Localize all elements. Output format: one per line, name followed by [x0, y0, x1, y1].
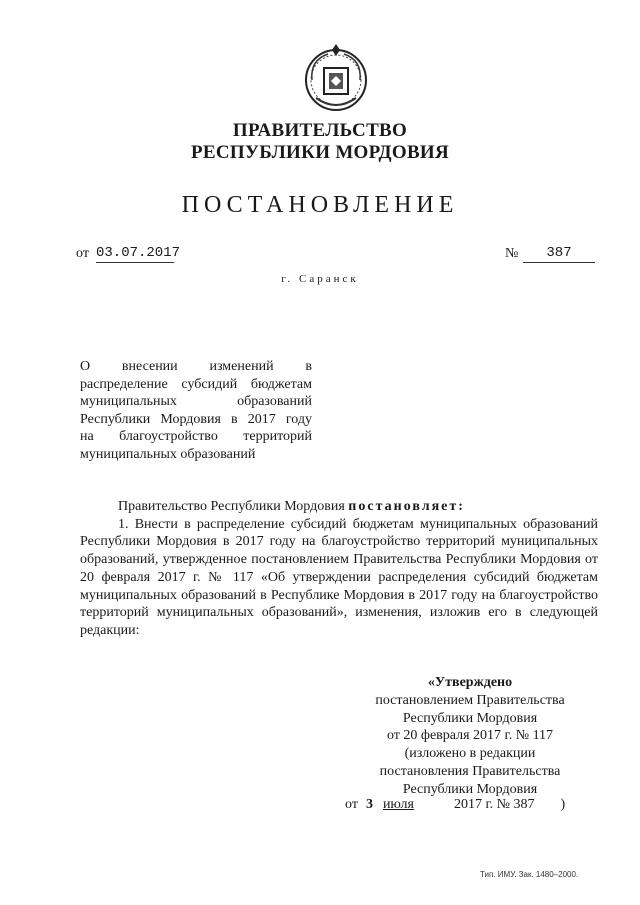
approval-date-prefix: от [345, 797, 358, 812]
subject-line: О внесении изменений в [80, 359, 312, 374]
approval-year-number: 2017 г. № 387 [453, 797, 535, 812]
paragraph-1: 1. Внести в распределение субсидий бюджетам муниципальных образований Республики Мордовия в 2017 году на благоустройство территорий муниципальных образований, утвержденное постановлением Правительства Республики Мордовия от 20 февраля 2017 г. № 117 «Об утверждении распределения субсидий бюджетам муниципальных образований в Республике Мордовия в 2017 году на благоустройство территорий муниципальных образований», изменения, изложив его в следующей редакции: [80, 516, 598, 638]
approval-line: «Утверждено [427, 675, 513, 690]
decree-heading: ПОСТАНОВЛЕНИЕ [181, 192, 459, 218]
approval-line: постановления Правительства [379, 763, 561, 779]
approval-line: постановлением Правительства [375, 692, 565, 708]
approval-block [330, 674, 610, 799]
approval-line: (изложено в редакции [404, 746, 536, 762]
subject-line: распределение субсидий бюджетам [80, 376, 312, 392]
decree-date: 03.07.2017 [96, 245, 181, 261]
subject-line: муниципальных образований [80, 446, 256, 462]
government-title-line1: ПРАВИТЕЛЬСТВО [232, 120, 408, 141]
approval-day: 3 [365, 797, 373, 812]
subject-line: на благоустройство территорий [80, 429, 312, 444]
approval-close-paren: ) [560, 797, 566, 812]
resolves-word: постановляет: [348, 499, 465, 514]
approval-line: от 20 февраля 2017 г. № 117 [386, 728, 554, 744]
resolution-lead [80, 498, 598, 516]
approval-date-line [345, 797, 565, 813]
number-label: № [505, 246, 519, 261]
government-title-line2: РЕСПУБЛИКИ МОРДОВИЯ [190, 142, 450, 163]
approval-month: июля [382, 797, 414, 812]
date-label: от [76, 246, 89, 261]
coat-of-arms-emblem [298, 40, 374, 116]
approval-line: Республики Мордовия [402, 781, 538, 797]
decree-number: 387 [523, 245, 595, 263]
decree-body [80, 498, 598, 640]
subject-line: муниципальных образований [80, 394, 312, 409]
lead-text: Правительство Республики Мордовия [118, 499, 349, 514]
approval-line: Республики Мордовия [402, 710, 538, 726]
city-name: г. Саранск [281, 273, 359, 285]
subject-line: Республики Мордовия в 2017 году [80, 411, 312, 427]
decree-subject [80, 358, 312, 463]
print-footer: Тип. ИМУ. Зак. 1480–2000. [480, 870, 579, 879]
